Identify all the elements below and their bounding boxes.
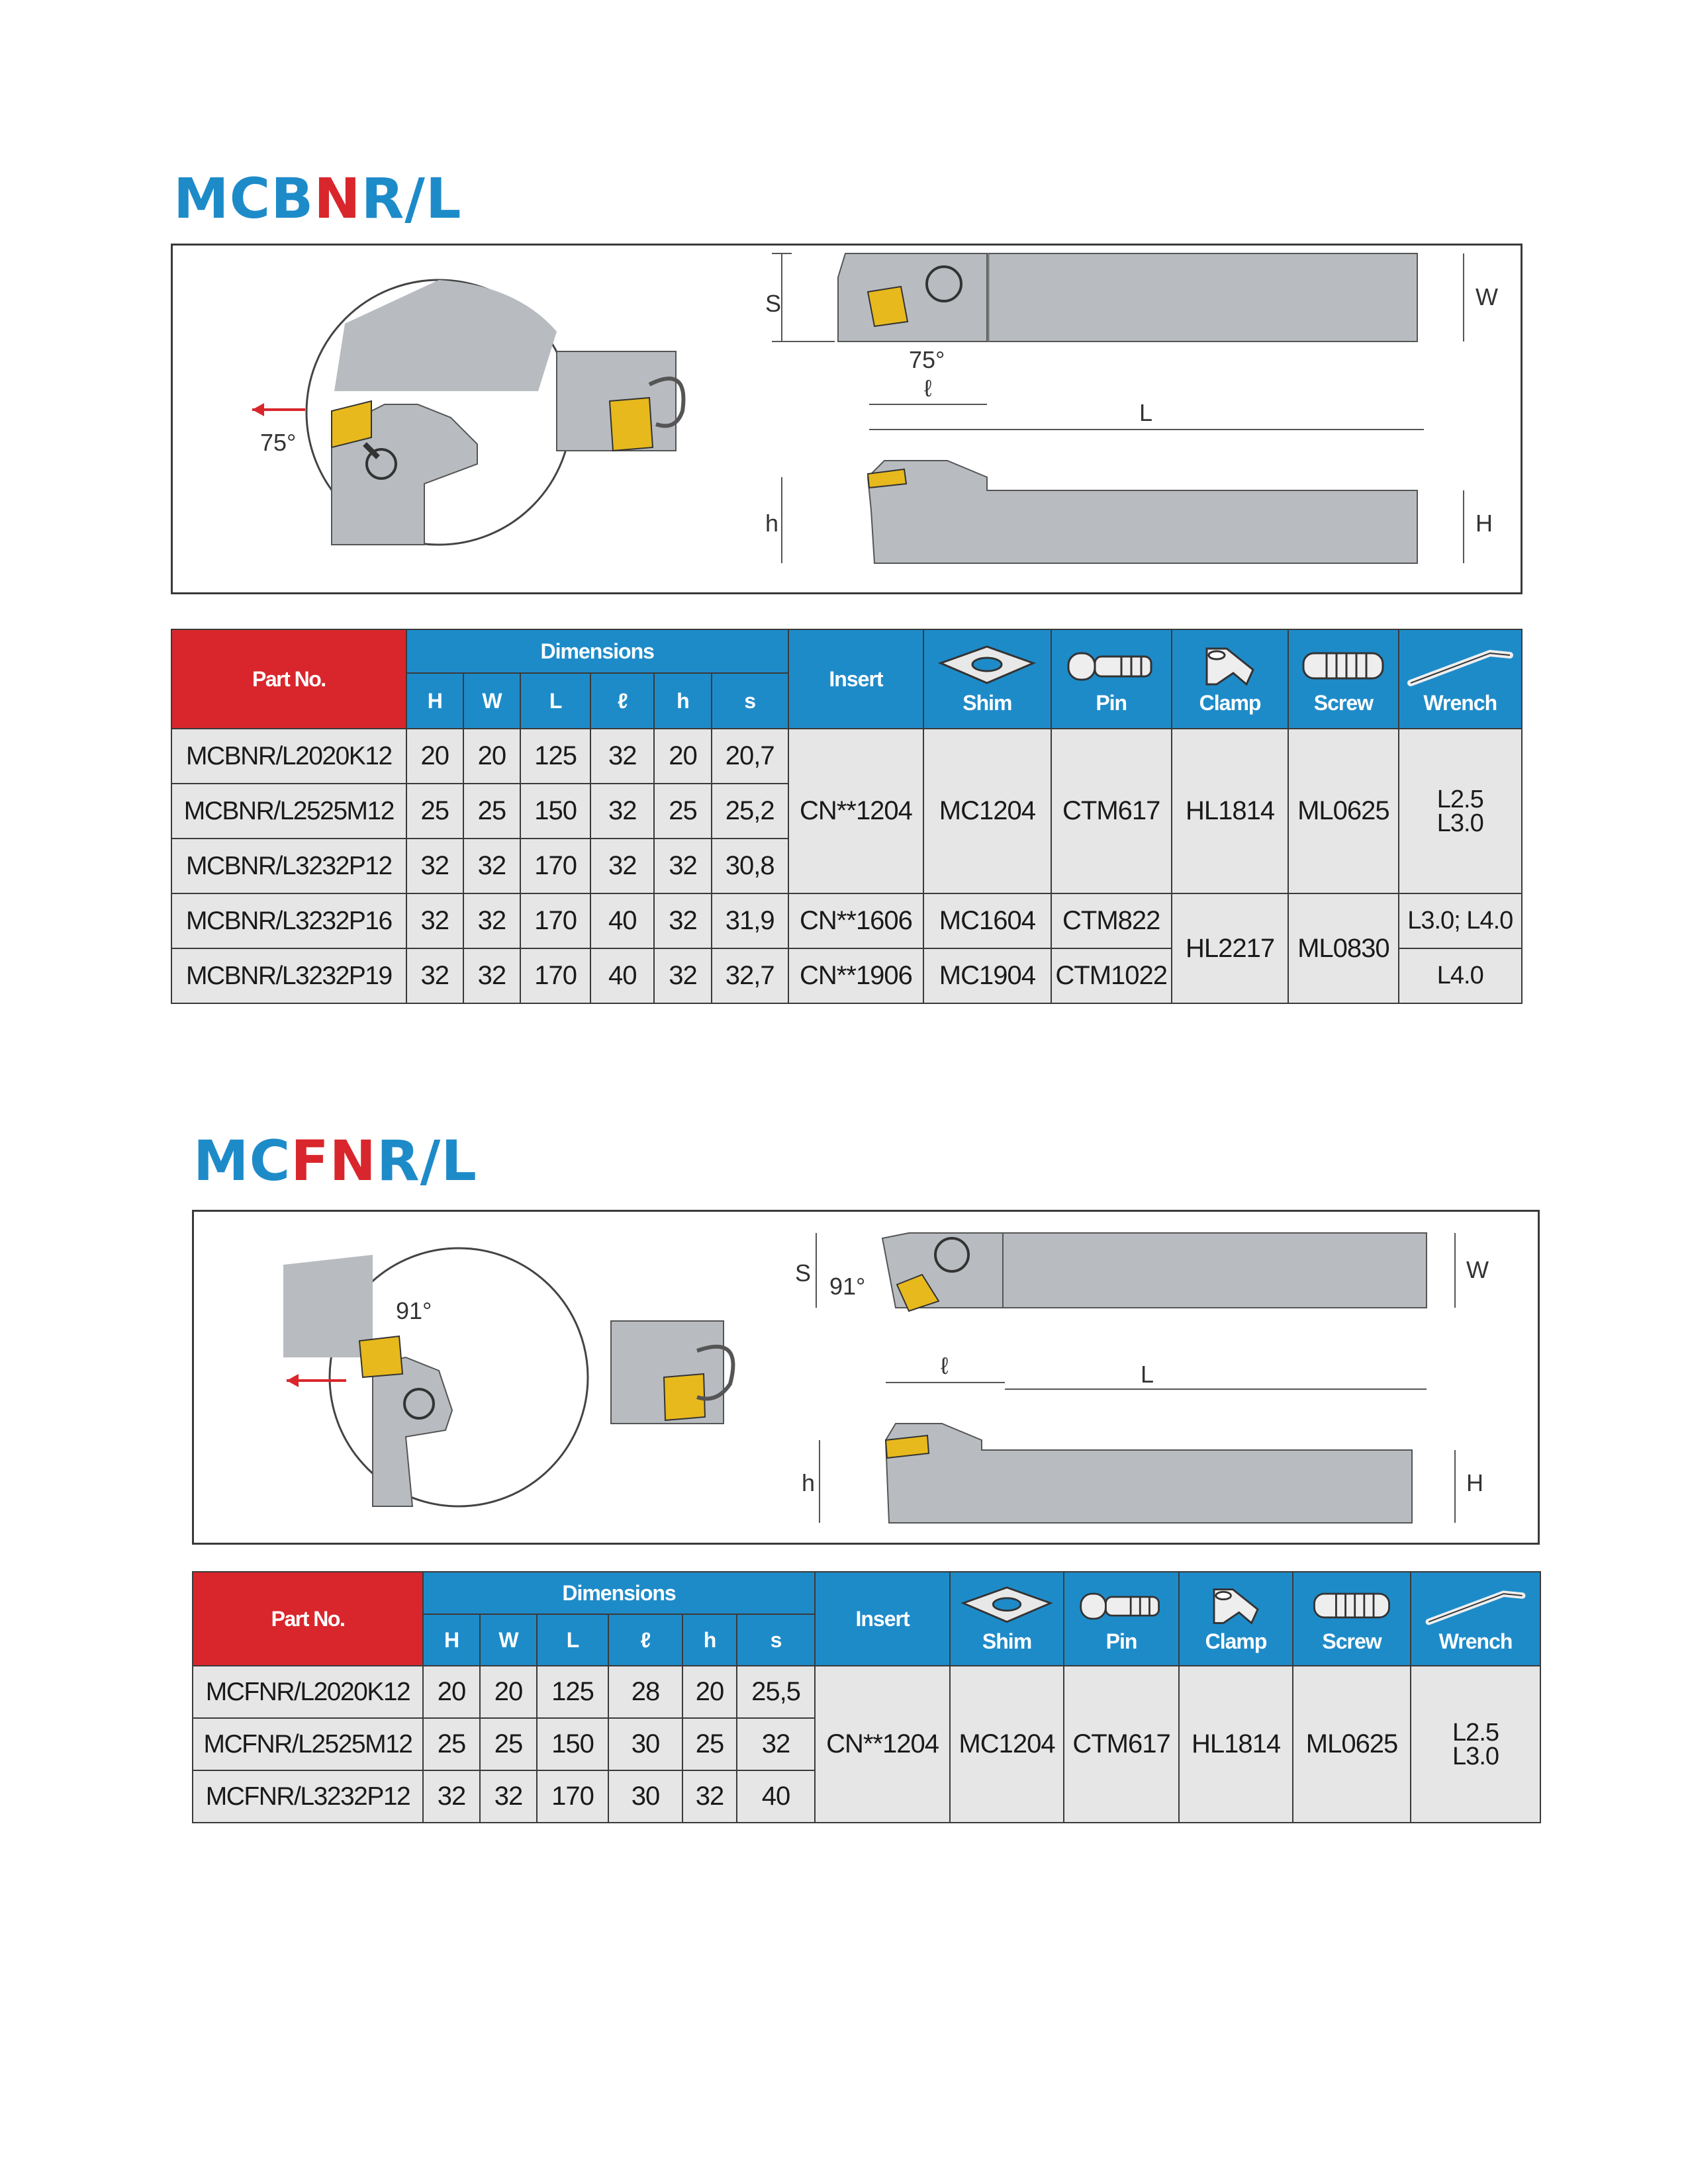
screw-value: ML0625 (1293, 1666, 1411, 1823)
pin-value: CTM617 (1051, 729, 1172, 893)
dim-value: 32 (463, 839, 520, 893)
svg-text:91°: 91° (829, 1273, 866, 1300)
header-dimensions: Dimensions (406, 629, 788, 673)
shim-value: MC1204 (923, 729, 1051, 893)
tool-top-view (795, 1233, 1489, 1389)
wrench-value: L3.0; L4.0 (1399, 893, 1522, 948)
dim-value: 125 (520, 729, 590, 784)
shim-icon (937, 643, 1037, 690)
tool-side-view (765, 461, 1493, 563)
svg-text:75°: 75° (909, 346, 945, 373)
header-dim-l: L (520, 673, 590, 729)
header-dim-w: W (480, 1614, 537, 1666)
insert-value: CN**1204 (815, 1666, 950, 1823)
dim-value: 32 (463, 893, 520, 948)
dim-value: 32 (654, 839, 711, 893)
spec-table-mcfnr (192, 1571, 1541, 1823)
header-dim-h: H (423, 1614, 480, 1666)
header-dim-w: W (463, 673, 520, 729)
dim-value: 32 (423, 1770, 480, 1823)
header-dimensions: Dimensions (423, 1572, 815, 1614)
svg-text:L: L (1139, 399, 1153, 426)
header-clamp: Clamp (1179, 1572, 1293, 1666)
dim-value: 25 (480, 1718, 537, 1770)
header-shim: Shim (950, 1572, 1064, 1666)
header-wrench: Wrench (1399, 629, 1522, 729)
clamp-icon (1186, 1584, 1286, 1628)
shim-value: MC1204 (950, 1666, 1064, 1823)
dim-value: 20 (406, 729, 463, 784)
wrench-icon (1419, 1584, 1532, 1628)
wrench-value: L2.5 L3.0 (1399, 729, 1522, 893)
header-insert: Insert (815, 1572, 950, 1666)
clamp-value: HL2217 (1172, 893, 1288, 1003)
dim-value: 32 (590, 839, 654, 893)
dim-value: 20 (480, 1666, 537, 1718)
dim-value: 32 (590, 784, 654, 839)
dim-value: 150 (537, 1718, 608, 1770)
header-screw: Screw (1293, 1572, 1411, 1666)
dim-value: 32 (590, 729, 654, 784)
dim-value: 32 (406, 893, 463, 948)
pin-value: CTM617 (1064, 1666, 1179, 1823)
dim-value: 170 (520, 893, 590, 948)
svg-text:S: S (765, 290, 782, 317)
table-row (193, 1666, 1540, 1718)
header-part-no: Part No. (171, 629, 406, 729)
header-dim-l: L (537, 1614, 608, 1666)
dim-value: 40 (590, 893, 654, 948)
dim-value: 32 (406, 948, 463, 1003)
clamp-value: HL1814 (1172, 729, 1288, 893)
dim-value: 32 (654, 893, 711, 948)
part-number: MCBNR/L2020K12 (171, 729, 406, 784)
dim-value: 32 (654, 948, 711, 1003)
screw-icon (1293, 643, 1393, 690)
pin-icon (1062, 643, 1161, 690)
header-dim-h-small: h (682, 1614, 737, 1666)
dim-value: 32 (463, 948, 520, 1003)
clamp-value: HL1814 (1179, 1666, 1293, 1823)
wrench-icon (1404, 643, 1517, 690)
header-insert: Insert (788, 629, 923, 729)
header-shim: Shim (923, 629, 1051, 729)
header-pin: Pin (1051, 629, 1172, 729)
header-dim-l-small: ℓ (608, 1614, 682, 1666)
dim-value: 25 (406, 784, 463, 839)
dim-value: 32 (480, 1770, 537, 1823)
dim-value: 40 (737, 1770, 815, 1823)
angle-label: 75° (260, 429, 297, 456)
clamp-icon (1180, 643, 1280, 690)
tool-side-view (802, 1424, 1483, 1523)
svg-text:H: H (1466, 1469, 1483, 1496)
dim-value: 32,7 (712, 948, 788, 1003)
part-number: MCBNR/L3232P16 (171, 893, 406, 948)
svg-text:ℓ: ℓ (924, 375, 932, 402)
wrench-value: L2.5 L3.0 (1411, 1666, 1540, 1823)
svg-text:H: H (1476, 510, 1493, 537)
dim-value: 20 (654, 729, 711, 784)
header-pin: Pin (1064, 1572, 1179, 1666)
dim-value: 150 (520, 784, 590, 839)
dim-value: 25,5 (737, 1666, 815, 1718)
svg-text:S: S (795, 1259, 812, 1287)
svg-text:W: W (1476, 283, 1498, 310)
part-number: MCBNR/L2525M12 (171, 784, 406, 839)
svg-text:W: W (1466, 1256, 1489, 1283)
table-row (171, 729, 1522, 784)
tool-diagram-mcbnr (171, 244, 1523, 594)
dim-value: 25 (654, 784, 711, 839)
tool-perspective (557, 351, 683, 451)
svg-text:h: h (802, 1469, 816, 1496)
pin-value: CTM822 (1051, 893, 1172, 948)
dim-value: 32 (737, 1718, 815, 1770)
spec-table-mcbnr (171, 629, 1523, 1004)
dim-value: 28 (608, 1666, 682, 1718)
dim-value: 20 (423, 1666, 480, 1718)
header-dim-s: s (737, 1614, 815, 1666)
part-number: MCFNR/L2020K12 (193, 1666, 423, 1718)
shim-value: MC1904 (923, 948, 1051, 1003)
dim-value: 30 (608, 1718, 682, 1770)
dim-value: 25 (463, 784, 520, 839)
pin-value: CTM1022 (1051, 948, 1172, 1003)
tool-top-view (765, 253, 1498, 430)
pin-icon (1072, 1584, 1171, 1628)
dim-value: 32 (682, 1770, 737, 1823)
angle-label: 91° (396, 1297, 432, 1324)
insert-value: CN**1906 (788, 948, 923, 1003)
svg-text:h: h (765, 510, 779, 537)
screw-value: ML0830 (1288, 893, 1398, 1003)
dim-value: 20,7 (712, 729, 788, 784)
detail-view-circle (283, 1248, 588, 1506)
dim-value: 32 (406, 839, 463, 893)
dim-value: 20 (463, 729, 520, 784)
dim-value: 30,8 (712, 839, 788, 893)
dim-value: 25 (682, 1718, 737, 1770)
header-dim-l-small: ℓ (590, 673, 654, 729)
part-number: MCBNR/L3232P12 (171, 839, 406, 893)
detail-view-circle (252, 280, 571, 545)
wrench-value: L4.0 (1399, 948, 1522, 1003)
header-dim-h-small: h (654, 673, 711, 729)
dim-value: 170 (537, 1770, 608, 1823)
header-dim-h: H (406, 673, 463, 729)
insert-value: CN**1204 (788, 729, 923, 893)
header-dim-s: s (712, 673, 788, 729)
dim-value: 25 (423, 1718, 480, 1770)
tool-perspective (611, 1321, 733, 1424)
screw-value: ML0625 (1288, 729, 1398, 893)
dim-value: 40 (590, 948, 654, 1003)
section-title-mcfnr: MCFNR/L (193, 1128, 477, 1193)
dim-value: 125 (537, 1666, 608, 1718)
dim-value: 31,9 (712, 893, 788, 948)
part-number: MCFNR/L2525M12 (193, 1718, 423, 1770)
dim-value: 170 (520, 839, 590, 893)
header-screw: Screw (1288, 629, 1398, 729)
part-number: MCBNR/L3232P19 (171, 948, 406, 1003)
header-part-no: Part No. (193, 1572, 423, 1666)
part-number: MCFNR/L3232P12 (193, 1770, 423, 1823)
svg-text:L: L (1141, 1361, 1154, 1388)
table-row (171, 893, 1522, 948)
dim-value: 30 (608, 1770, 682, 1823)
dim-value: 170 (520, 948, 590, 1003)
screw-icon (1302, 1584, 1401, 1628)
dim-value: 20 (682, 1666, 737, 1718)
dim-value: 25,2 (712, 784, 788, 839)
tool-diagram-mcfnr (192, 1210, 1540, 1545)
section-title-mcbnr: MCBNR/L (173, 166, 462, 231)
header-wrench: Wrench (1411, 1572, 1540, 1666)
svg-text:ℓ: ℓ (941, 1352, 949, 1379)
header-clamp: Clamp (1172, 629, 1288, 729)
shim-icon (957, 1584, 1056, 1628)
insert-value: CN**1606 (788, 893, 923, 948)
shim-value: MC1604 (923, 893, 1051, 948)
